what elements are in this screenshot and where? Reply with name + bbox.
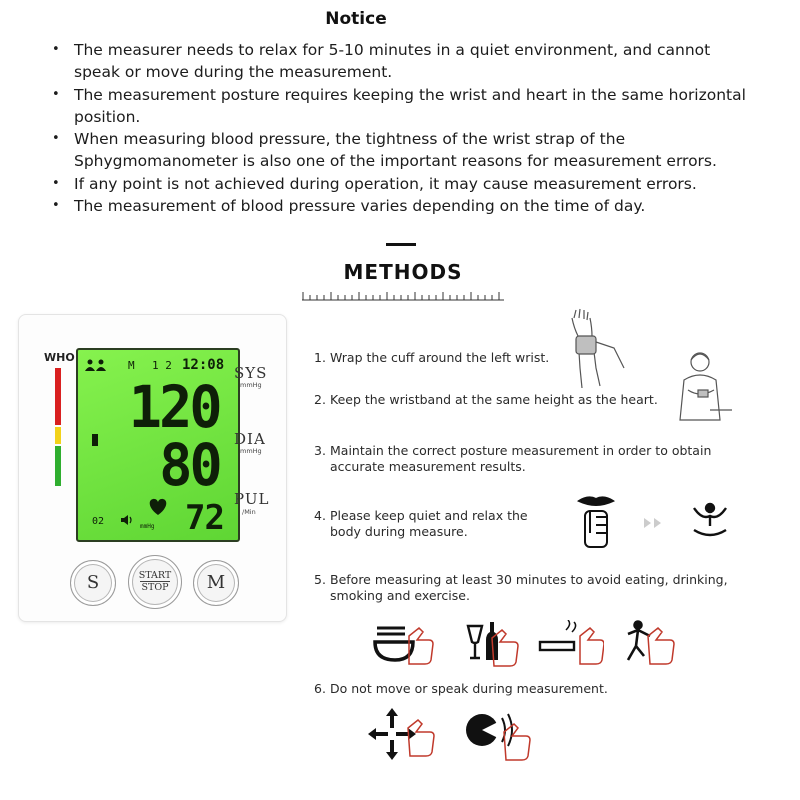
step-text: accurate measurement results. xyxy=(330,458,526,474)
notice-item: • The measurement of blood pressure varies depending on the time of day. xyxy=(52,195,752,217)
no-drinking-icon xyxy=(464,620,524,668)
who-scale-red xyxy=(55,368,61,425)
who-scale-yellow xyxy=(55,427,61,444)
who-label: WHO xyxy=(44,351,75,364)
notice-title: Notice xyxy=(325,9,387,29)
lcd-diastolic: 80 xyxy=(159,431,220,499)
step-text: Wrap the cuff around the left wrist. xyxy=(330,350,550,365)
step-text: Maintain the correct posture measurement in order to obtain xyxy=(330,443,712,458)
pul-label: PUL xyxy=(234,490,270,508)
no-smoking-icon xyxy=(538,620,604,668)
speaker-icon xyxy=(120,514,134,526)
step-text: smoking and exercise. xyxy=(330,587,470,603)
step-text: Please keep quiet and relax the xyxy=(330,508,528,523)
dia-label: DIA xyxy=(234,430,266,448)
who-scale-green xyxy=(55,446,61,486)
lcd-screen xyxy=(76,348,240,542)
methods-divider xyxy=(386,243,416,246)
lcd-pulse: 72 xyxy=(185,498,224,538)
lcd-unit: mmHg xyxy=(140,523,155,530)
step-1 xyxy=(314,350,549,366)
stop-label: STOP xyxy=(141,582,169,593)
heart-icon xyxy=(148,498,168,516)
arrow-icon xyxy=(642,516,666,530)
quiet-gesture-icon xyxy=(576,495,616,551)
step-number: 1. xyxy=(314,350,326,365)
step-number: 4. xyxy=(314,508,326,523)
step-5 xyxy=(314,572,728,603)
lcd-systolic: 120 xyxy=(129,373,220,441)
step-number: 5. xyxy=(314,572,326,587)
start-label: START xyxy=(138,570,172,581)
ruler-decoration xyxy=(302,289,504,301)
step-text: Before measuring at least 30 minutes to avoid eating, drinking, xyxy=(330,572,728,587)
step-text: Keep the wristband at the same height as the heart. xyxy=(330,392,658,407)
no-exercise-icon xyxy=(624,620,684,668)
lcd-memory-indicator: M xyxy=(128,359,135,372)
notice-item: • The measurement posture requires keeping the wrist and heart in the same horizontal position. xyxy=(52,84,752,129)
step-text: Do not move or speak during measurement. xyxy=(330,681,608,696)
step-text: body during measure. xyxy=(330,523,468,539)
step-4 xyxy=(314,508,528,539)
start-stop-button[interactable] xyxy=(128,555,182,609)
no-eating-icon xyxy=(373,620,439,668)
notice-item: • When measuring blood pressure, the tightness of the wrist strap of the Sphygmomanometer is also one of the important reasons for measurement errors. xyxy=(52,128,752,173)
relax-icon xyxy=(690,502,730,538)
s-button[interactable]: S xyxy=(70,560,116,606)
lcd-date: 1 2 xyxy=(152,359,172,372)
step-3 xyxy=(314,443,711,474)
step-number: 3. xyxy=(314,443,326,458)
step-2 xyxy=(314,392,658,408)
users-icon xyxy=(85,359,107,371)
notice-item: • The measurer needs to relax for 5-10 minutes in a quiet environment, and cannot speak or move during the measurement. xyxy=(52,39,752,84)
notice-list xyxy=(52,39,752,217)
no-speaking-icon xyxy=(464,708,536,766)
lcd-time: 12:08 xyxy=(182,357,225,373)
m-button[interactable]: M xyxy=(193,560,239,606)
step-number: 2. xyxy=(314,392,326,407)
no-moving-icon xyxy=(368,706,438,766)
battery-indicator xyxy=(92,434,98,446)
wrist-cuff-icon xyxy=(566,308,626,388)
step-6 xyxy=(314,681,608,697)
notice-item: • If any point is not achieved during operation, it may cause measurement errors. xyxy=(52,173,752,195)
sys-label: SYS xyxy=(234,364,268,382)
sys-unit: mmHg xyxy=(240,381,262,389)
step-number: 6. xyxy=(314,681,326,696)
dia-unit: mmHg xyxy=(240,447,262,455)
lcd-memory-number: 02 xyxy=(92,516,105,527)
pul-unit: /Min xyxy=(242,508,256,516)
methods-title: METHODS xyxy=(343,260,463,284)
person-posture-icon xyxy=(670,350,734,422)
